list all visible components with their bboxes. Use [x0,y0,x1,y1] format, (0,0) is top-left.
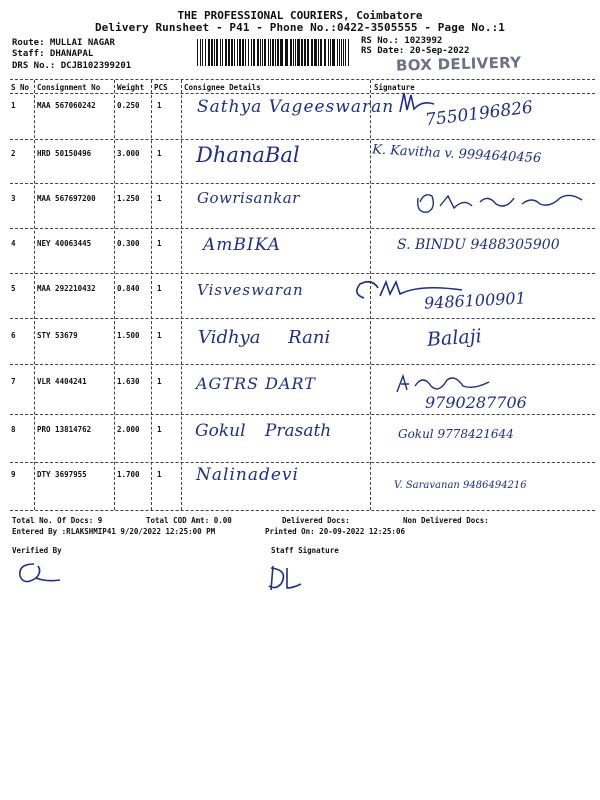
row-consignment: PRO 13814762 [37,425,92,434]
barcode-bar [225,39,227,66]
row-weight: 1.500 [117,331,140,340]
barcode-bar [211,39,213,66]
col-divider [34,80,35,510]
row-pcs: 1 [157,425,162,434]
row-signature-text: 9486100901 [423,288,527,313]
barcode-bar [234,39,235,66]
barcode-bar [304,39,306,66]
barcode-bar [285,39,288,66]
barcode-bar [222,39,223,66]
barcode-bar [343,39,344,66]
total-docs: Total No. Of Docs: 9 [12,516,103,525]
row-separator [10,183,595,184]
barcode-bar [197,39,198,66]
row-sno: 4 [11,239,16,248]
row-consignment: DTY 3697955 [37,470,87,479]
row-signature-text: 7550196826 [424,97,534,131]
delivered-docs: Delivered Docs: [282,516,350,525]
barcode-bar [293,39,294,66]
barcode-bar [237,39,238,66]
col-header-signature: Signature [374,83,415,92]
row-separator [10,139,595,140]
barcode-bar [324,39,326,66]
runsheet-title: Delivery Runsheet - P41 - Phone No.:0422-3505555 - Page No.:1 [94,21,506,34]
company-title: THE PROFESSIONAL COURIERS, Coimbatore [177,9,423,22]
barcode-icon [196,39,352,66]
barcode-bar [348,39,349,66]
row-sno: 3 [11,194,16,203]
barcode-bar [248,39,249,66]
row-consignee: Gowrisankar [197,189,300,207]
barcode-bar [297,39,300,66]
barcode-bar [245,39,246,66]
row-pcs: 1 [157,194,162,203]
table-header-line [10,93,595,94]
barcode-bar [280,39,283,66]
barcode-bar [262,39,263,66]
row-pcs: 1 [157,149,162,158]
row-consignee: AmBIKA [203,235,281,255]
barcode-bar [341,39,342,66]
rs-date: RS Date: 20-Sep-2022 [361,46,470,56]
row-separator [10,414,595,415]
row-consignee: Vidhya Rani [198,327,331,348]
row-consignment: HRD 50150496 [37,149,92,158]
row-sno: 9 [11,470,16,479]
row-consignment: MAA 292210432 [37,284,96,293]
barcode-bar [239,39,241,66]
printed-on: Printed On: 20-09-2022 12:25:06 [265,527,405,536]
col-header-consignee: Consignee Details [184,83,261,92]
row-consignee: Visveswaran [197,281,304,299]
table-bottom-line [10,510,595,511]
barcode-bar [337,39,338,66]
barcode-bar [208,39,210,66]
barcode-bar [270,39,271,66]
barcode-bar [275,39,276,66]
col-divider [181,80,182,510]
barcode-bar [330,39,331,66]
barcode-bar [277,39,279,66]
signature-scribble-icon [414,188,589,220]
row-separator [10,462,595,463]
barcode-bar [268,39,269,66]
barcode-bar [260,39,261,66]
row-consignment: MAA 567697200 [37,194,96,203]
row-signature-text: Gokul 9778421644 [398,427,514,441]
barcode-bar [301,39,303,66]
box-delivery-stamp: BOX DELIVERY [395,53,522,75]
row-sno: 6 [11,331,16,340]
row-signature-text: Balaji [426,325,483,351]
col-header-pcs: PCS [154,83,168,92]
verifier-signature-icon [14,558,64,588]
row-sno: 2 [11,149,16,158]
entered-by: Entered By :RLAKSHMIP41 9/20/2022 12:25:00 PM [12,527,216,536]
row-weight: 1.250 [117,194,140,203]
barcode-bar [200,39,201,66]
staff-signature-icon [265,562,305,594]
barcode-bar [205,39,206,66]
row-signature-text: 9790287706 [425,393,527,412]
barcode-bar [242,39,244,66]
non-delivered-docs: Non Delivered Docs: [403,516,489,525]
rs-number: RS No.: 1023992 [361,36,443,46]
barcode-bar [257,39,259,66]
barcode-bar [307,39,309,66]
verified-by-label: Verified By [12,546,62,555]
row-weight: 3.000 [117,149,140,158]
row-separator [10,228,595,229]
barcode-bar [272,39,274,66]
table-top-line [10,79,595,80]
row-consignee: Sathya Vageeswaran [197,97,395,117]
drs-number: DRS No.: DCJB102399201 [12,61,132,71]
barcode-bar [228,39,230,66]
barcode-bar [328,39,329,66]
row-consignment: NEY 40063445 [37,239,92,248]
barcode-bar [214,39,215,66]
barcode-bar [332,39,335,66]
row-separator [10,364,595,365]
staff-label: Staff: DHANAPAL [12,49,94,59]
barcode-bar [318,39,319,66]
barcode-bar [251,39,252,66]
row-sno: 1 [11,101,16,110]
barcode-bar [264,39,266,66]
row-weight: 0.250 [117,101,140,110]
barcode-bar [220,39,221,66]
row-sno: 8 [11,425,16,434]
row-consignee: Nalinadevi [196,465,299,485]
col-header-sno: S No [11,83,30,92]
total-cod: Total COD Amt: 0.00 [146,516,232,525]
barcode-bar [345,39,346,66]
col-divider [151,80,152,510]
row-weight: 0.840 [117,284,140,293]
row-weight: 0.300 [117,239,140,248]
row-signature-text: V. Saravanan 9486494216 [394,480,527,491]
row-consignee: AGTRS DART [196,374,316,393]
barcode-bar [295,39,296,66]
barcode-bar [202,39,203,66]
row-weight: 1.630 [117,377,140,386]
row-weight: 1.700 [117,470,140,479]
row-consignment: STY 53679 [37,331,78,340]
row-sno: 7 [11,377,16,386]
col-header-consignment: Consignment No [37,83,101,92]
row-weight: 2.000 [117,425,140,434]
row-signature-text: K. Kavitha v. 9994640456 [371,142,542,167]
row-consignee: Gokul Prasath [195,421,332,441]
route-label: Route: MULLAI NAGAR [12,38,115,48]
barcode-bar [216,39,218,66]
row-sno: 5 [11,284,16,293]
row-pcs: 1 [157,470,162,479]
row-separator [10,318,595,319]
col-divider [114,80,115,510]
row-consignment: VLR 4404241 [37,377,87,386]
row-separator [10,273,595,274]
row-pcs: 1 [157,284,162,293]
barcode-bar [253,39,255,66]
barcode-bar [290,39,292,66]
row-pcs: 1 [157,331,162,340]
barcode-bar [311,39,313,66]
barcode-bar [231,39,233,66]
barcode-bar [320,39,322,66]
row-consignment: MAA 567060242 [37,101,96,110]
row-consignee: DhanaBal [196,143,300,167]
row-pcs: 1 [157,101,162,110]
col-header-weight: Weight [117,83,145,92]
barcode-bar [314,39,317,66]
barcode-bar [339,39,340,66]
row-pcs: 1 [157,239,162,248]
row-pcs: 1 [157,377,162,386]
row-signature-text: S. BINDU 9488305900 [397,237,560,253]
staff-signature-label: Staff Signature [271,546,339,555]
